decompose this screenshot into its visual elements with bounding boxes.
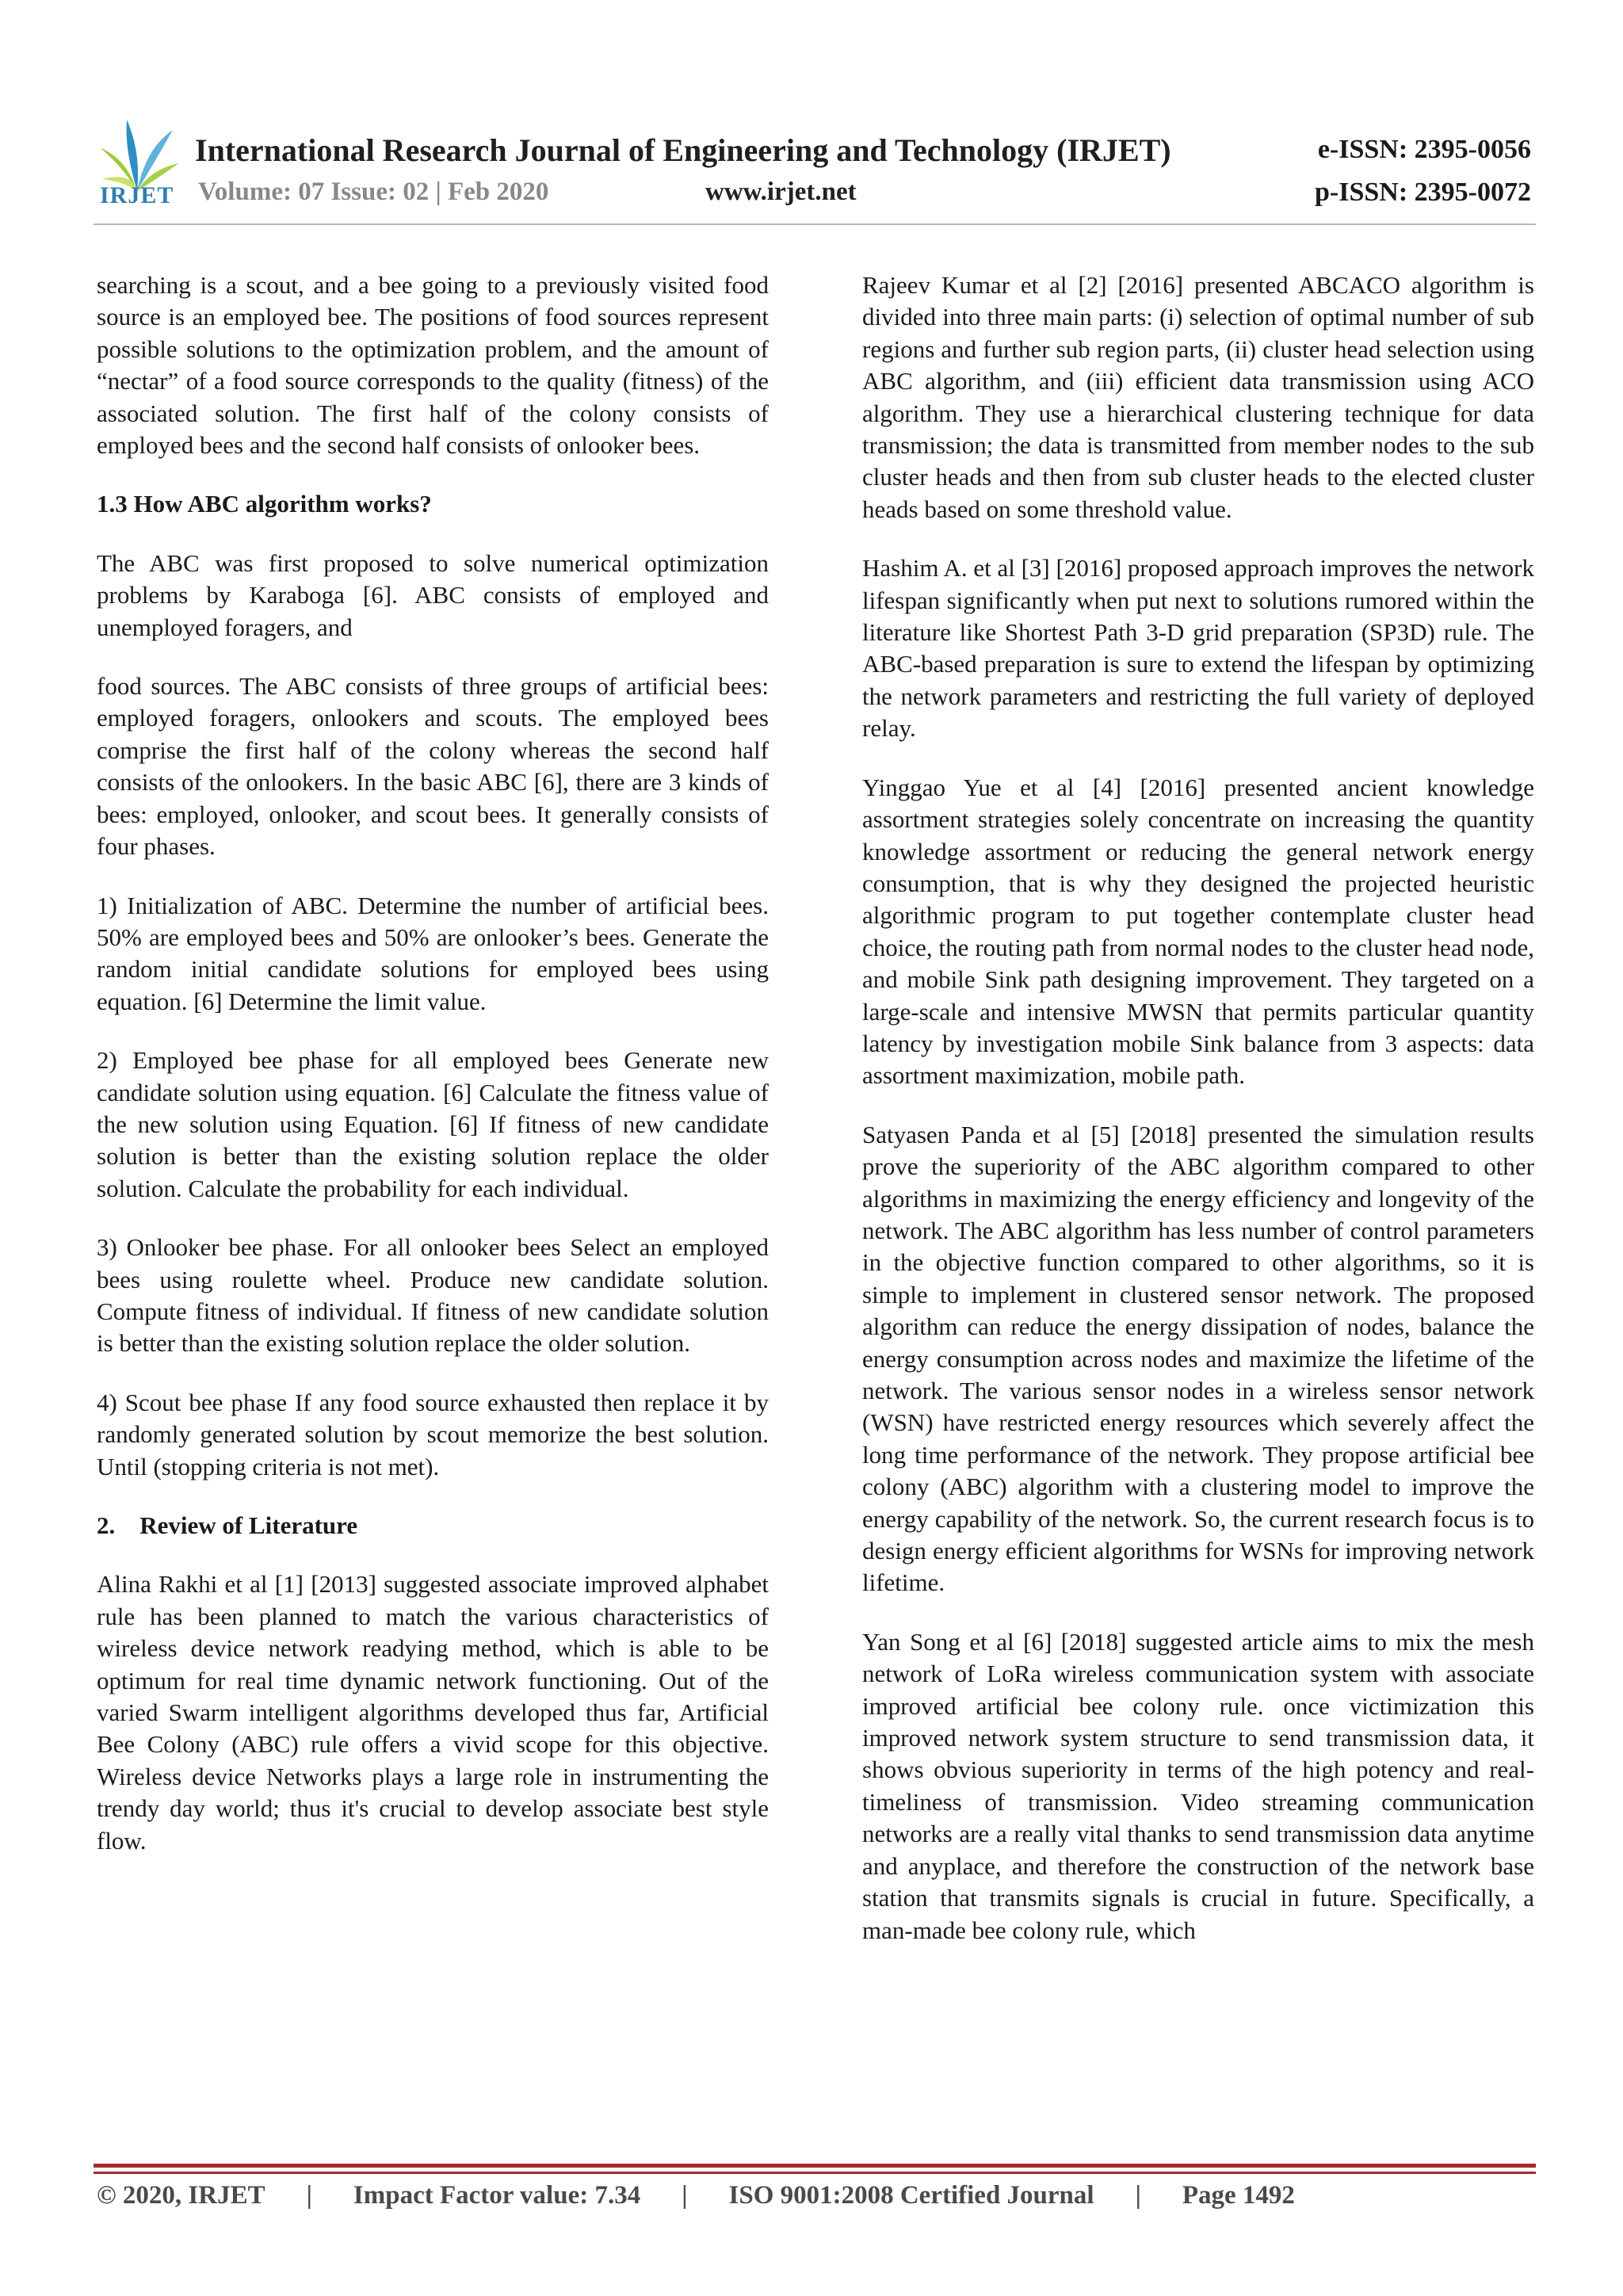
paragraph: The ABC was first proposed to solve numerical optimization problems by Karaboga [6]. ABC consists of employed and unemployed foragers, and: [97, 548, 769, 641]
paragraph: 3) Onlooker bee phase. For all onlooker bees Select an employed bees using roulette wheel. Produce new candidate solution. Compute fitness of individual. If fitness of new candidate solution is better than the existing solution replace the older solution.: [97, 1233, 769, 1358]
page-number: Page 1492: [1182, 2181, 1295, 2210]
right-column: [862, 269, 1534, 1973]
footer-separator: |: [1135, 2181, 1141, 2210]
e-issn: e-ISSN: 2395-0056: [1317, 135, 1531, 164]
copyright: © 2020, IRJET: [97, 2181, 265, 2210]
footer-separator: |: [306, 2181, 312, 2210]
paragraph: Rajeev Kumar et al [2] [2016] presented ABCACO algorithm is divided into three main parts: (i) selection of optimal number of sub regions and further sub region parts, (ii) cluster head selection using ABC algorithm, and (iii) efficient data transmission using ACO algorithm. They use a hierarchical clustering technique for data transmission; the data is transmitted from member nodes to the sub cluster heads and then from sub cluster heads to the elected cluster heads based on some threshold value.: [862, 271, 1534, 523]
paragraph: 1) Initialization of ABC. Determine the number of artificial bees. 50% are employed bees and 50% are onlooker’s bees. Generate the random initial candidate solutions for employed bees using equation. [6] Determine the limit value.: [97, 891, 769, 1015]
page-footer: [97, 2181, 1295, 2210]
paragraph: 4) Scout bee phase If any food source exhausted then replace it by randomly generated solution by scout memorize the best solution. Until (stopping criteria is not met).: [97, 1388, 769, 1480]
paragraph: Yinggao Yue et al [4] [2016] presented ancient knowledge assortment strategies solely concentrate on increasing the quantity knowledge assortment or reducing the general network energy consumption, that is why they designed the projected heuristic algorithmic program to put together contemplate cluster head choice, the routing path from normal nodes to the cluster head node, and mobile Sink path designing improvement. They targeted on a large-scale and intensive MWSN that permits particular quantity latency by investigation mobile Sink balance from 3 aspects: data assortment maximization, mobile path.: [862, 773, 1534, 1090]
p-issn: p-ISSN: 2395-0072: [1315, 178, 1531, 207]
website-link[interactable]: www.irjet.net: [705, 178, 857, 206]
left-column: [97, 269, 769, 1884]
section-heading: 1.3 How ABC algorithm works?: [97, 490, 432, 518]
impact-factor: Impact Factor value: 7.34: [353, 2181, 641, 2210]
logo-text: IRJET: [100, 182, 174, 208]
footer-divider: [94, 2164, 1536, 2168]
paragraph: searching is a scout, and a bee going to a previously visited food source is an employed bee. The positions of food sources represent possible solutions to the optimization problem, and the amount of “nectar” of a food source corresponds to the quality (fitness) of the associated solution. The first half of the colony consists of employed bees and the second half consists of onlooker bees.: [97, 271, 769, 460]
journal-title: International Research Journal of Engineering and Technology (IRJET): [195, 132, 1171, 168]
header-divider: [94, 223, 1536, 225]
footer-divider-thin: [94, 2172, 1536, 2174]
paragraph: Hashim A. et al [3] [2016] proposed approach improves the network lifespan significantly when put next to solutions rumored within the literature like Shortest Path 3-D grid preparation (SP3D) rule. The ABC-based preparation is sure to extend the lifespan by optimizing the network parameters and restricting the full variety of deployed relay.: [862, 554, 1534, 743]
paragraph: food sources. The ABC consists of three groups of artificial bees: employed foragers, onlookers and scouts. The employed bees comprise the first half of the colony whereas the second half consists of the onlookers. In the basic ABC [6], there are 3 kinds of bees: employed, onlooker, and scout bees. It generally consists of four phases.: [97, 672, 769, 861]
volume-issue: Volume: 07 Issue: 02 | Feb 2020: [198, 178, 549, 206]
footer-separator: |: [682, 2181, 688, 2210]
paragraph: Alina Rakhi et al [1] [2013] suggested associate improved alphabet rule has been planned to match the various characteristics of wireless device network readying method, which is able to be optimum for real time dynamic network functioning. Out of the varied Swarm intelligent algorithms developed thus far, Artificial Bee Colony (ABC) rule offers a vivid scope for this objective. Wireless device Networks plays a large role in instrumenting the trendy day world; thus it's crucial to develop associate best style flow.: [97, 1570, 769, 1855]
paragraph: Satyasen Panda et al [5] [2018] presented the simulation results prove the superiority of the ABC algorithm compared to other algorithms in maximizing the energy efficiency and longevity of the network. The ABC algorithm has less number of control parameters in the objective function compared to other algorithms, so it is simple to implement in clustered sensor network. The proposed algorithm can reduce the energy dissipation of nodes, balance the energy consumption across nodes and maximize the lifetime of the network. The various sensor nodes in a wireless sensor network (WSN) have restricted energy resources which severely affect the long time performance of the network. They propose artificial bee colony (ABC) algorithm with a clustering model to improve the energy capability of the network. So, the current research focus is to design energy efficient algorithms for WSNs for improving network lifetime.: [862, 1120, 1534, 1597]
paragraph: 2) Employed bee phase for all employed bees Generate new candidate solution using equation. [6] Calculate the fitness value of the new solution using Equation. [6] If fitness of new candidate solution is better than the existing solution replace the older solution. Calculate the probability for each individual.: [97, 1046, 769, 1202]
paragraph: Yan Song et al [6] [2018] suggested article aims to mix the mesh network of LoRa wireless communication system with associate improved artificial bee colony rule. once victimization this improved network system structure to send transmission data, it shows obvious superiority in terms of the high potency and real-timeliness of transmission. Video streaming communication networks are a really vital thanks to send transmission data anytime and anyplace, and therefore the construction of the network base station that transmits signals is crucial in future. Specifically, a man-made bee colony rule, which: [862, 1627, 1534, 1944]
section-heading: 2. Review of Literature: [97, 1511, 358, 1539]
iso-certification: ISO 9001:2008 Certified Journal: [728, 2181, 1094, 2210]
